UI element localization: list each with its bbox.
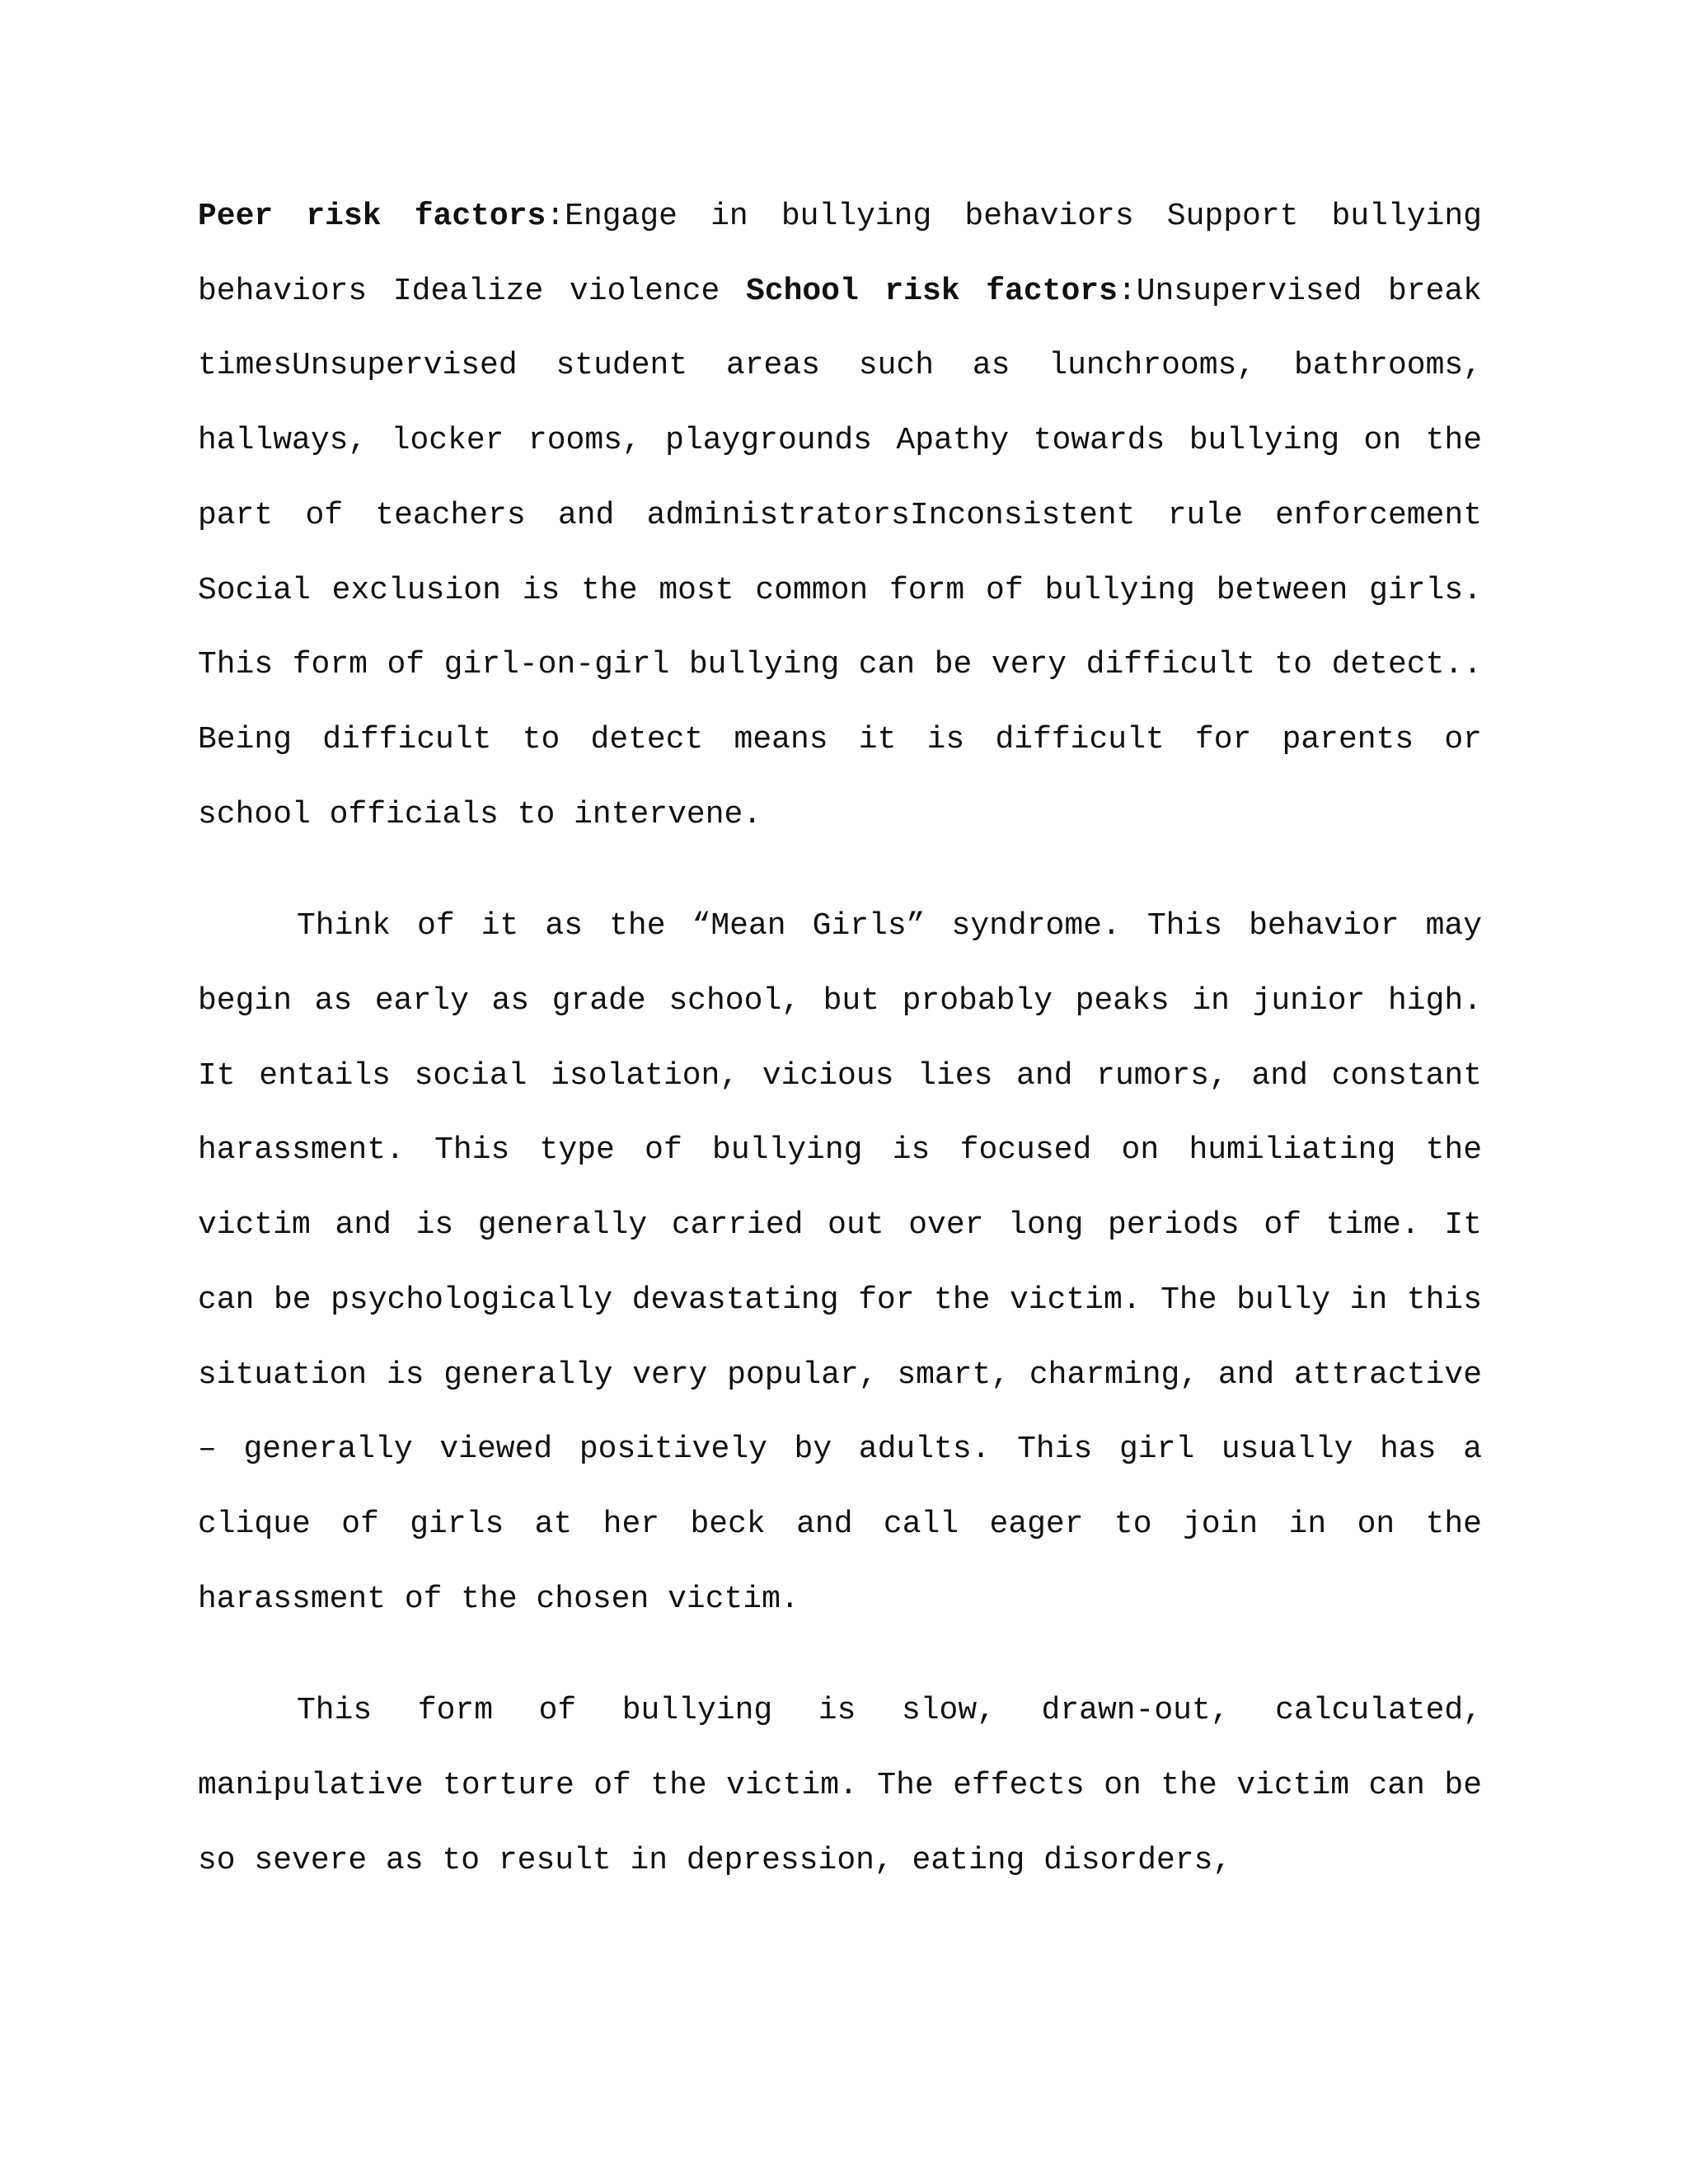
paragraph-text: :Engage in bullying behaviors Support bullying behaviors Idealize violence bbox=[198, 199, 1482, 309]
paragraph-mean-girls bbox=[198, 889, 1482, 1637]
heading-school-risk-factors: School risk factors bbox=[745, 273, 1118, 309]
paragraph-text: Think of it as the “Mean Girls” syndrome. This behavior may begin as early as grade school, but probably peaks in junior high. It entails social isolation, vicious lies and rumors, and constant harassment. This type of bullying is focused on humiliating the victim and is generally carried out over long periods of time. It can be psychologically devastating for the victim. The bully in this situation is generally very popular, smart, charming, and attractive – generally viewed positively by adults. This girl usually has a clique of girls at her beck and call eager to join in on the harassment of the chosen victim. bbox=[198, 908, 1482, 1617]
paragraph-text: :Unsupervised break timesUnsupervised student areas such as lunchrooms, bathrooms, hallways, locker rooms, playgrounds Apathy towards bullying on the part of teachers and administratorsInconsistent rule enforcement Social exclusion is the most common form of bullying between girls. This form of girl-on-girl bullying can be very difficult to detect.. Being difficult to detect means it is difficult for parents or school officials to intervene. bbox=[198, 273, 1482, 832]
heading-peer-risk-factors: Peer risk factors bbox=[198, 199, 546, 234]
paragraph-text: This form of bullying is slow, drawn-out, calculated, manipulative torture of the victim. The effects on the victim can be so severe as to result in depression, eating disorders, bbox=[198, 1693, 1482, 1878]
paragraph-risk-factors bbox=[198, 180, 1482, 852]
paragraph-effects bbox=[198, 1674, 1482, 1898]
document-body bbox=[198, 180, 1482, 1898]
